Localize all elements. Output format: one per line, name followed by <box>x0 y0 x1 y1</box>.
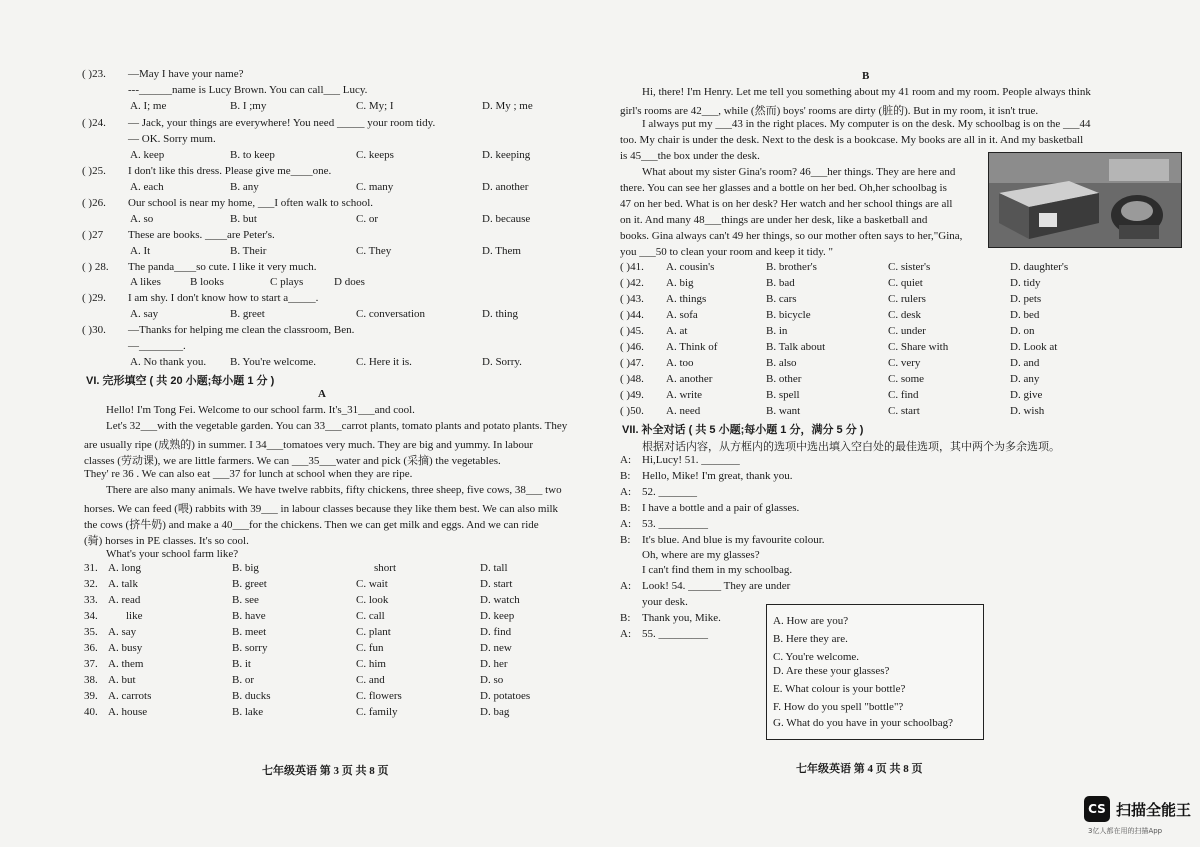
passage-b-line: What about my sister Gina's room? 46___her things. They are here and <box>642 166 956 178</box>
passage-a-line: are usually ripe (成熟的) in summer. I 34___tomatoes very much. They are big and yummy. In labour <box>84 439 534 451</box>
passage-b-line: Hi, there! I'm Henry. Let me tell you something about my 41 room and my room. People always think <box>642 86 1091 98</box>
passage-a-line: There are also many animals. We have twelve rabbits, fifty chickens, three sheep, five cows, 38___ two <box>106 484 562 496</box>
passage-b-line: there. You can see her glasses and a bottle on her bed. Oh,her schoolbag is <box>620 182 947 194</box>
q23-text: —May I have your name? <box>128 68 244 80</box>
q29-bracket: ( )29. <box>82 292 106 304</box>
dialog-speaker: B: <box>620 502 631 514</box>
cloze-number: 33. <box>84 594 98 606</box>
dialog-speaker: B: <box>620 534 631 546</box>
cloze-number: 36. <box>84 642 98 654</box>
cloze-option-a: A. big <box>666 277 694 289</box>
part-b-heading: B <box>862 70 870 82</box>
choices-box <box>766 604 984 740</box>
cloze-option-b: B. lake <box>232 706 264 718</box>
passage-a-line: classes (劳动课), we are little farmers. We can ___35___water and pick (采摘) the vegetables. <box>84 455 501 467</box>
cloze-option-c: C. fun <box>356 642 384 654</box>
cloze-option-a: A. them <box>108 658 144 670</box>
q25-option-b: B. any <box>230 181 259 193</box>
scanner-app-name: 扫描全能王 <box>1116 800 1192 819</box>
q30-text: —Thanks for helping me clean the classroom, Ben. <box>128 324 355 336</box>
q25-option-d: D. another <box>482 181 529 193</box>
cloze-option-d: D. potatoes <box>480 690 531 702</box>
q27-text: These are books. ____are Peter's. <box>128 229 275 241</box>
q30-option-b: B. You're welcome. <box>230 356 317 368</box>
q28-text: The panda____so cute. I like it very much. <box>128 261 317 273</box>
q24-option-b: B. to keep <box>230 149 275 161</box>
cloze-option-b: B. big <box>232 562 259 574</box>
cloze-option-d: D. tall <box>480 562 508 574</box>
passage-b-line: you ___50 to clean your room and keep it tidy. " <box>620 246 834 258</box>
q28-option-b: B looks <box>190 276 224 288</box>
cloze-option-a: A. house <box>108 706 148 718</box>
passage-b-line: girl's rooms are 42___, while (然而) boys' rooms are dirty (脏的). But in my room, it isn't true. <box>620 105 1039 117</box>
cloze-option-b: B. also <box>766 357 797 369</box>
dialog-speaker: A: <box>620 486 631 498</box>
cloze-option-a: A. long <box>108 562 141 574</box>
q29-text: I am shy. I don't know how to start a_____. <box>128 292 319 304</box>
passage-a-line: They' re 36 . We can also eat ___37 for lunch at school when they are ripe. <box>84 468 413 480</box>
dialog-speaker: A: <box>620 518 631 530</box>
q27-option-c: C. They <box>356 245 392 257</box>
dialog-line: 53. _________ <box>642 518 708 530</box>
passage-b-line: on it. And many 48___things are under her desk, like a basketball and <box>620 214 928 226</box>
q25-option-a: A. each <box>130 181 164 193</box>
cloze-option-a: A. cousin's <box>666 261 715 273</box>
cloze-number: ( )47. <box>620 357 644 369</box>
cloze-option-a: A. at <box>666 325 688 337</box>
cloze-option-a: A. things <box>666 293 707 305</box>
dialog-line: It's blue. And blue is my favourite colour. <box>642 534 825 546</box>
dialog-line: Hello, Mike! I'm great, thank you. <box>642 470 793 482</box>
passage-b-line: 47 on her bed. What is on her desk? Her watch and her school things are all <box>620 198 953 210</box>
q30-text2: —________. <box>128 340 186 352</box>
cloze-option-d: D. daughter's <box>1010 261 1069 273</box>
cloze-option-d: D. bag <box>480 706 510 718</box>
passage-a-line: Hello! I'm Tong Fei. Welcome to our school farm. It's_31___and cool. <box>106 404 415 416</box>
cloze-number: 35. <box>84 626 98 638</box>
dialog-line: I can't find them in my schoolbag. <box>642 564 793 576</box>
q23-option-a: A. I; me <box>130 100 167 112</box>
cloze-option-d: D. Look at <box>1010 341 1058 353</box>
choice-item: A. How are you? <box>773 615 849 627</box>
q25-text: I don't like this dress. Please give me____one. <box>128 165 332 177</box>
dialog-line: 52. _______ <box>642 486 697 498</box>
dialog-line: your desk. <box>642 596 688 608</box>
q23-option-c: C. My; I <box>356 100 394 112</box>
q29-option-c: C. conversation <box>356 308 426 320</box>
cloze-number: ( )48. <box>620 373 644 385</box>
right-page <box>600 0 1200 847</box>
cloze-option-c: C. rulers <box>888 293 926 305</box>
passage-a-line: Let's 32___with the vegetable garden. You can 33___carrot plants, tomato plants and potato plants. They <box>106 420 568 432</box>
q24-text: — Jack, your things are everywhere! You need _____ your room tidy. <box>128 117 436 129</box>
cloze-option-a: A. write <box>666 389 703 401</box>
cloze-number: ( )45. <box>620 325 644 337</box>
cloze-option-a: A. Think of <box>666 341 718 353</box>
cloze-option-d: D. give <box>1010 389 1043 401</box>
q30-option-c: C. Here it is. <box>356 356 412 368</box>
cloze-option-c: C. start <box>888 405 920 417</box>
cloze-option-c: C. wait <box>356 578 388 590</box>
cloze-option-b: B. cars <box>766 293 797 305</box>
cloze-option-c: C. desk <box>888 309 921 321</box>
q30-option-d: D. Sorry. <box>482 356 522 368</box>
cloze-number: 39. <box>84 690 98 702</box>
cloze-number: ( )50. <box>620 405 644 417</box>
cloze-option-d: D. her <box>480 658 508 670</box>
cloze-option-c: C. look <box>356 594 389 606</box>
dialog-speaker: A: <box>620 454 631 466</box>
cloze-option-c: C. plant <box>356 626 391 638</box>
cloze-option-d: D. bed <box>1010 309 1040 321</box>
q23-option-d: D. My ; me <box>482 100 533 112</box>
cloze-option-d: D. and <box>1010 357 1040 369</box>
q23-option-b: B. I ;my <box>230 100 267 112</box>
q24-option-a: A. keep <box>130 149 165 161</box>
cloze-option-c: C. and <box>356 674 385 686</box>
cloze-option-b: B. Talk about <box>766 341 826 353</box>
cloze-option-b: B. in <box>766 325 788 337</box>
q28-bracket: ( ) 28. <box>82 261 109 273</box>
cloze-option-c: C. very <box>888 357 921 369</box>
cloze-number: 31. <box>84 562 98 574</box>
dialog-speaker: A: <box>620 580 631 592</box>
dialog-line: Hi,Lucy! 51. _______ <box>642 454 740 466</box>
dialog-line: Thank you, Mike. <box>642 612 721 624</box>
cloze-option-d: D. watch <box>480 594 520 606</box>
cloze-option-b: B. want <box>766 405 801 417</box>
cloze-option-d: D. find <box>480 626 512 638</box>
dialog-line: I have a bottle and a pair of glasses. <box>642 502 800 514</box>
passage-b-line: is 45___the box under the desk. <box>620 150 760 162</box>
cloze-option-c: C. some <box>888 373 925 385</box>
q29-option-d: D. thing <box>482 308 519 320</box>
q27-option-a: A. It <box>130 245 151 257</box>
cloze-option-b: B. brother's <box>766 261 817 273</box>
part-a-heading: A <box>318 388 326 400</box>
cloze-option-a: A. another <box>666 373 713 385</box>
q26-option-c: C. or <box>356 213 378 225</box>
cloze-option-b: B. see <box>232 594 259 606</box>
passage-a-line: horses. We can feed (喂) rabbits with 39___ in labour classes because they like them best. We can also milk <box>84 503 559 515</box>
cloze-option-c: C. family <box>356 706 398 718</box>
cloze-option-a: A. too <box>666 357 694 369</box>
cloze-option-b: B. bicycle <box>766 309 811 321</box>
messy-room-photo <box>988 152 1182 248</box>
q28-option-c: C plays <box>270 276 304 288</box>
q24-option-d: D. keeping <box>482 149 531 161</box>
cloze-option-d: D. keep <box>480 610 515 622</box>
cloze-option-d: D. any <box>1010 373 1040 385</box>
cloze-number: ( )44. <box>620 309 644 321</box>
q26-bracket: ( )26. <box>82 197 106 209</box>
cloze-number: 37. <box>84 658 98 670</box>
section-7-instruction: 根据对话内容，从方框内的选项中选出填入空白处的最佳选项，其中两个为多余选项。 <box>642 441 1060 453</box>
passage-b-line: too. My chair is under the desk. Next to the desk is a bookcase. My books are all in it. And my basketball <box>620 134 1084 146</box>
q27-option-d: D. Them <box>482 245 521 257</box>
cloze-number: 34. <box>84 610 98 622</box>
cloze-number: 38. <box>84 674 98 686</box>
cloze-option-b: B. or <box>232 674 254 686</box>
q23-text2: ---______name is Lucy Brown. You can call___ Lucy. <box>128 84 368 96</box>
section-7-title: VII. 补全对话 ( 共 5 小题;每小题 1 分，满分 5 分 ) <box>622 424 864 436</box>
cloze-option-c: C. flowers <box>356 690 402 702</box>
cloze-option-b: B. ducks <box>232 690 271 702</box>
choice-item: C. You're welcome. <box>773 651 860 663</box>
section-6-title: VI. 完形填空 ( 共 20 小题;每小题 1 分 ) <box>86 375 275 387</box>
q29-option-b: B. greet <box>230 308 265 320</box>
q25-option-c: C. many <box>356 181 394 193</box>
dialog-line: Oh, where are my glasses? <box>642 549 760 561</box>
cs-logo-icon: CS <box>1084 796 1110 822</box>
q23-bracket: ( )23. <box>82 68 106 80</box>
q24-option-c: C. keeps <box>356 149 394 161</box>
cloze-option-d: D. so <box>480 674 504 686</box>
q26-option-a: A. so <box>130 213 154 225</box>
passage-b-line: I always put my ___43 in the right places. My computer is on the desk. My schoolbag is on the ___44 <box>642 118 1091 130</box>
cloze-option-b: B. bad <box>766 277 795 289</box>
cloze-option-d: D. wish <box>1010 405 1045 417</box>
q24-bracket: ( )24. <box>82 117 106 129</box>
cloze-option-c: C. Share with <box>888 341 949 353</box>
q30-bracket: ( )30. <box>82 324 106 336</box>
q24-text2: — OK. Sorry mum. <box>128 133 216 145</box>
cloze-option-a: A. say <box>108 626 137 638</box>
q25-bracket: ( )25. <box>82 165 106 177</box>
scanner-watermark <box>1084 796 1191 822</box>
q27-option-b: B. Their <box>230 245 267 257</box>
cloze-option-b: B. sorry <box>232 642 268 654</box>
cloze-option-b: B. meet <box>232 626 267 638</box>
page-footer: 七年级英语 第 4 页 共 8 页 <box>796 763 923 775</box>
cloze-option-d: D. on <box>1010 325 1035 337</box>
cloze-option-a: like <box>126 610 143 622</box>
cloze-option-c: C. quiet <box>888 277 923 289</box>
cloze-option-d: D. tidy <box>1010 277 1041 289</box>
cloze-option-a: A. but <box>108 674 136 686</box>
q26-text: Our school is near my home, ___I often walk to school. <box>128 197 374 209</box>
choice-item: B. Here they are. <box>773 633 848 645</box>
cloze-option-c: short <box>374 562 396 574</box>
dialog-line: Look! 54. ______ They are under <box>642 580 791 592</box>
cloze-option-b: B. spell <box>766 389 800 401</box>
page-footer: 七年级英语 第 3 页 共 8 页 <box>262 765 389 777</box>
cloze-number: ( )41. <box>620 261 644 273</box>
q28-option-d: D does <box>334 276 365 288</box>
q26-option-d: D. because <box>482 213 531 225</box>
cloze-option-c: C. sister's <box>888 261 931 273</box>
cloze-option-a: A. busy <box>108 642 143 654</box>
cloze-number: 40. <box>84 706 98 718</box>
q29-option-a: A. say <box>130 308 159 320</box>
cloze-option-a: A. carrots <box>108 690 152 702</box>
q30-option-a: A. No thank you. <box>130 356 207 368</box>
cloze-option-a: A. talk <box>108 578 138 590</box>
passage-a-line: (骑) horses in PE classes. It's so cool. <box>84 535 249 547</box>
cloze-number: ( )46. <box>620 341 644 353</box>
cloze-option-c: C. call <box>356 610 385 622</box>
cloze-option-d: D. pets <box>1010 293 1042 305</box>
cloze-number: ( )49. <box>620 389 644 401</box>
cloze-option-b: B. it <box>232 658 251 670</box>
dialog-speaker: B: <box>620 470 631 482</box>
q27-bracket: ( )27 <box>82 229 104 241</box>
cloze-option-b: B. greet <box>232 578 267 590</box>
passage-b-line: books. Gina always can't 49 her things, so our mother often says to her,"Gina, <box>620 230 963 242</box>
cloze-option-a: A. read <box>108 594 141 606</box>
dialog-speaker: A: <box>620 628 631 640</box>
cloze-number: ( )42. <box>620 277 644 289</box>
cloze-option-b: B. have <box>232 610 266 622</box>
q26-option-b: B. but <box>230 213 257 225</box>
dialog-line: 55. _________ <box>642 628 708 640</box>
cloze-option-c: C. under <box>888 325 926 337</box>
choice-item: D. Are these your glasses? <box>773 665 890 677</box>
cloze-option-b: B. other <box>766 373 802 385</box>
cloze-option-c: C. him <box>356 658 386 670</box>
cloze-number: 32. <box>84 578 98 590</box>
cloze-option-a: A. sofa <box>666 309 698 321</box>
cloze-option-d: D. new <box>480 642 512 654</box>
cloze-option-a: A. need <box>666 405 701 417</box>
cloze-option-d: D. start <box>480 578 513 590</box>
passage-a-line: the cows (挤牛奶) and make a 40___for the chickens. Then we can get milk and eggs. And we can ride <box>84 519 539 531</box>
passage-a-line: What's your school farm like? <box>106 548 239 560</box>
cloze-option-c: C. find <box>888 389 919 401</box>
choice-item: F. How do you spell "bottle"? <box>773 701 904 713</box>
dialog-speaker: B: <box>620 612 631 624</box>
choice-item: E. What colour is your bottle? <box>773 683 906 695</box>
scanner-tagline: 3亿人都在用的扫描App <box>1088 827 1163 835</box>
q28-option-a: A likes <box>130 276 161 288</box>
choice-item: G. What do you have in your schoolbag? <box>773 717 954 729</box>
cloze-number: ( )43. <box>620 293 644 305</box>
